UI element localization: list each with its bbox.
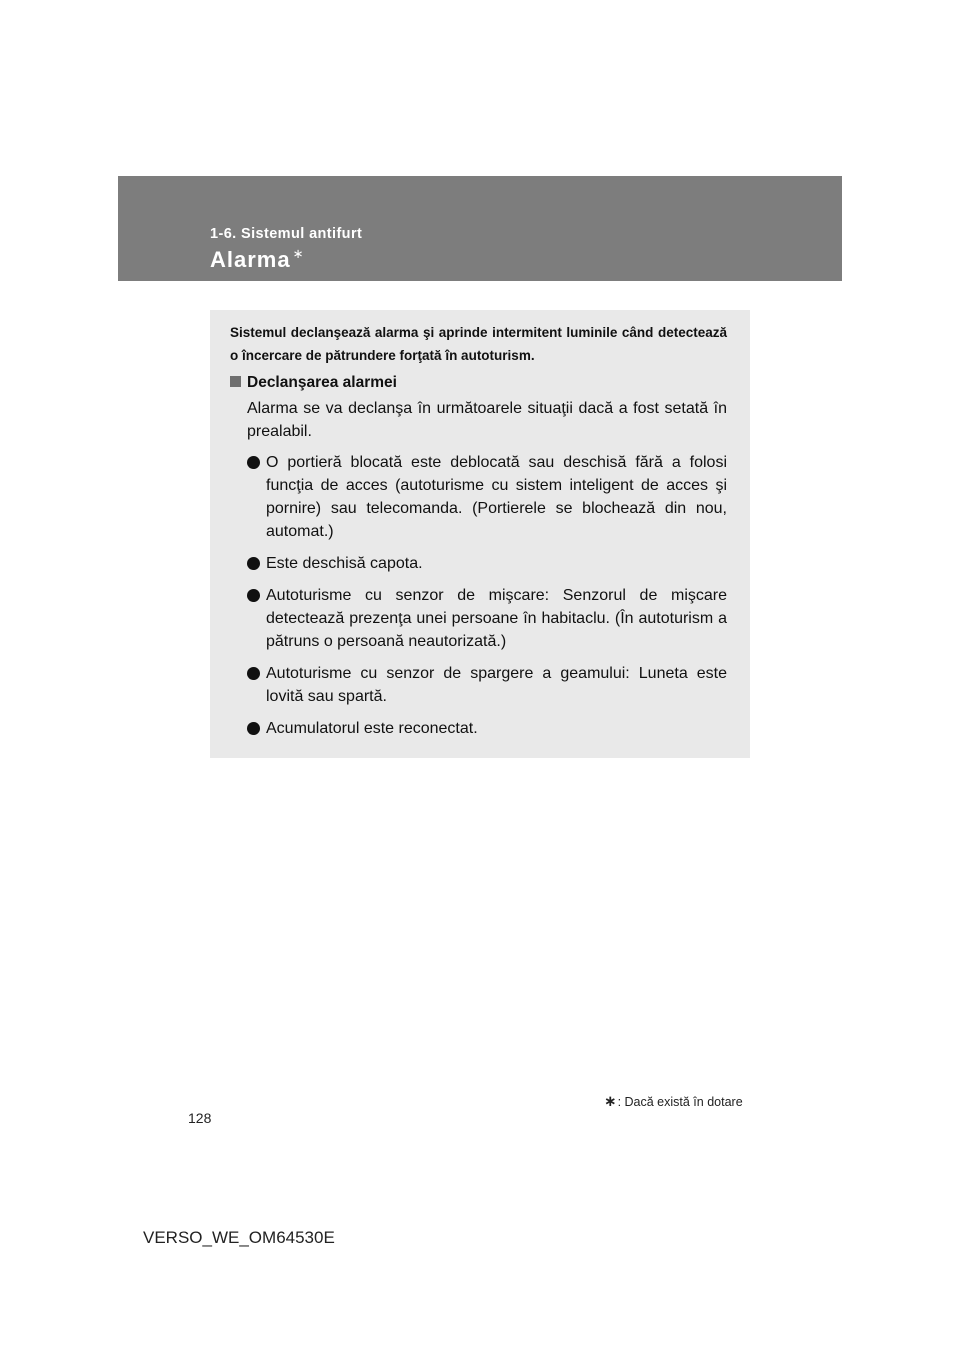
footnote-asterisk: ∗ [604,1093,617,1110]
title-asterisk: ∗ [292,246,305,261]
bullet-item [247,662,727,708]
page-title [210,246,305,273]
bullet-text: Autoturisme cu senzor de mişcare: Senzorul de mişcare detectează prezenţa unei persoane în habitaclu. (În autoturism a pătruns o persoană neautorizată.) [266,587,727,650]
bullet-item [247,584,727,653]
footnote [604,1092,743,1110]
circle-bullet-icon [247,722,260,735]
subheading [230,373,397,393]
bullet-list [247,451,727,749]
chapter-header [118,176,842,281]
bullet-text: Autoturisme cu senzor de spargere a geamului: Luneta este lovită sau spartă. [266,665,727,705]
bullet-text: Acumulatorul este reconectat. [266,720,478,737]
circle-bullet-icon [247,589,260,602]
bullet-item [247,451,727,543]
page-title-text: Alarma [210,247,291,272]
intro-paragraph: Sistemul declanşează alarma şi aprinde intermitent luminile când detectează o încercare de pătrundere forţată în autoturism. [230,325,727,363]
page-number: 128 [188,1110,212,1126]
subheading-text: Declanşarea alarmei [247,374,397,391]
footnote-text: : Dacă există în dotare [617,1095,743,1109]
info-box [210,310,750,758]
bullet-text: O portieră blocată este deblocată sau deschisă fără a folosi funcţia de acces (autoturisme cu sistem inteligent de acces şi pornire) sau telecomanda. (Portierele se blochează din nou, automat.) [266,454,727,540]
square-bullet-icon [230,376,241,387]
bullet-item [247,552,727,575]
document-code: VERSO_WE_OM64530E [143,1228,335,1247]
circle-bullet-icon [247,456,260,469]
bullet-item [247,717,727,740]
bullet-text: Este deschisă capota. [266,555,423,572]
section-label: 1-6. Sistemul antifurt [210,226,363,242]
subheading-description: Alarma se va declanşa în următoarele situaţii dacă a fost setată în prealabil. [247,400,727,440]
circle-bullet-icon [247,557,260,570]
circle-bullet-icon [247,667,260,680]
